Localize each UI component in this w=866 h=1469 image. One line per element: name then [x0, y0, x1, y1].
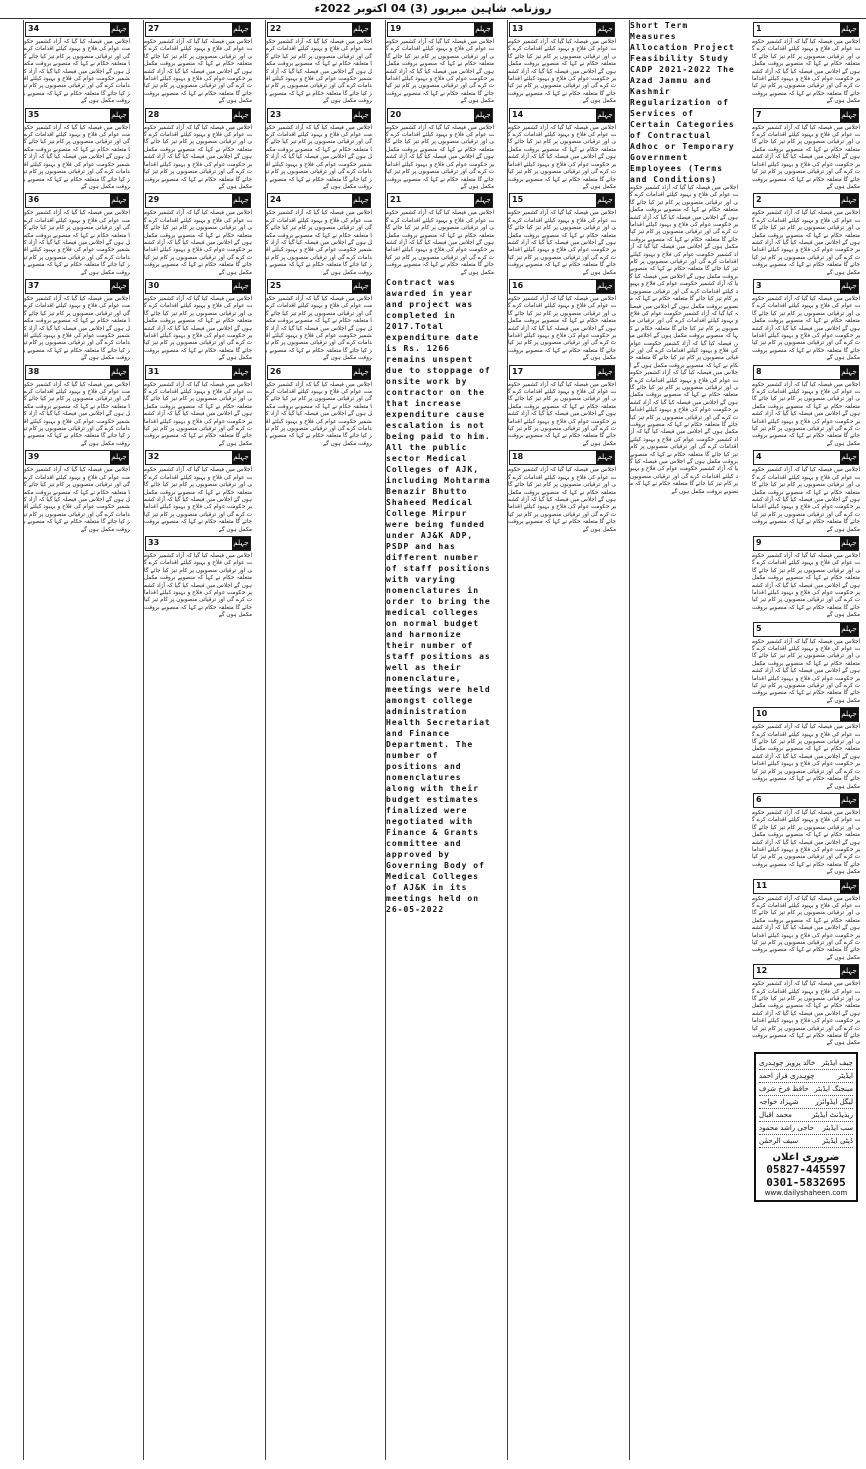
news-heading: [267, 193, 371, 208]
news-number: 37: [28, 280, 40, 290]
news-tag: جہلم: [840, 366, 858, 379]
news-heading: [753, 622, 859, 637]
news-tag: جہلم: [352, 194, 370, 207]
news-tag: جہلم: [474, 23, 492, 36]
news-number: 15: [512, 195, 524, 205]
news-heading: [387, 22, 493, 37]
news-body: اجلاس میں فیصلہ کیا گیا کہ آزاد کشمیر حکومت عوام کی فلاح و بہبود کیلئے اقدامات کرے گی اور ترقیاتی منصوبوں پر کام تیز کیا جائے گا متعلقہ حکام نے کہا کہ منصوبے بروقت مکمل ہوں گے اجلاس میں فیصلہ کیا گیا کہ آزاد کشمیر حکومت عوام کی فلاح و بہبود کیلئے اقدامات کرے گی اور ترقیاتی منصوبوں پر کام تیز کیا جائے گا متعلقہ حکام نے کہا کہ منصوبے بروقت مکمل ہوں گے: [752, 638, 860, 704]
news-number: 6: [756, 794, 762, 804]
news-heading: [267, 365, 371, 380]
news-body: اجلاس میں فیصلہ کیا گیا کہ آزاد کشمیر حکومت عوام کی فلاح و بہبود کیلئے اقدامات کرے گی اور ترقیاتی منصوبوں پر کام تیز کیا جائے گا متعلقہ حکام نے کہا کہ منصوبے بروقت مکمل ہوں گے اجلاس میں فیصلہ کیا گیا کہ آزاد کشمیر حکومت عوام کی فلاح و بہبود کیلئے اقدامات کرے گی اور ترقیاتی منصوبوں پر کام تیز کیا جائے گا متعلقہ حکام نے کہا کہ منصوبے بروقت مکمل ہوں گے: [266, 210, 372, 276]
masthead-value: حافظ فرخ شرف: [759, 1084, 809, 1093]
news-body: اجلاس میں فیصلہ کیا گیا کہ آزاد کشمیر حکومت عوام کی فلاح و بہبود کیلئے اقدامات کرے گی اور ترقیاتی منصوبوں پر کام تیز کیا جائے گا متعلقہ حکام نے کہا کہ منصوبے بروقت مکمل ہوں گے اجلاس میں فیصلہ کیا گیا کہ آزاد کشمیر حکومت عوام کی فلاح و بہبود کیلئے اقدامات کرے گی اور ترقیاتی منصوبوں پر کام تیز کیا جائے گا متعلقہ حکام نے کہا کہ منصوبے بروقت مکمل ہوں گے: [144, 381, 252, 447]
news-number: 22: [270, 24, 282, 33]
news-heading: [509, 279, 615, 294]
news-number: 19: [390, 24, 402, 33]
news-body: اجلاس میں فیصلہ کیا گیا کہ آزاد کشمیر حکومت عوام کی فلاح و بہبود کیلئے اقدامات کرے گی اور ترقیاتی منصوبوں پر کام تیز کیا جائے گا متعلقہ حکام نے کہا کہ منصوبے بروقت مکمل ہوں گے اجلاس میں فیصلہ کیا گیا کہ آزاد کشمیر حکومت عوام کی فلاح و بہبود کیلئے اقدامات کرے گی اور ترقیاتی منصوبوں پر کام تیز کیا جائے گا متعلقہ حکام نے کہا کہ منصوبے بروقت مکمل ہوں گے: [24, 39, 130, 105]
masthead-value: خالد پرویز چوہدری: [759, 1058, 816, 1067]
news-heading: [753, 365, 859, 380]
news-tag: جہلم: [840, 623, 858, 636]
news-body: اجلاس میں فیصلہ کیا گیا کہ آزاد کشمیر حکومت عوام کی فلاح و بہبود کیلئے اقدامات کرے گی اور ترقیاتی منصوبوں پر کام تیز کیا جائے گا متعلقہ حکام نے کہا کہ منصوبے بروقت مکمل ہوں گے اجلاس میں فیصلہ کیا گیا کہ آزاد کشمیر حکومت عوام کی فلاح و بہبود کیلئے اقدامات کرے گی اور ترقیاتی منصوبوں پر کام تیز کیا جائے گا متعلقہ حکام نے کہا کہ منصوبے بروقت مکمل ہوں گے: [508, 124, 616, 190]
news-body: اجلاس میں فیصلہ کیا گیا کہ آزاد کشمیر حکومت عوام کی فلاح و بہبود کیلئے اقدامات کرے گی اور ترقیاتی منصوبوں پر کام تیز کیا جائے گا متعلقہ حکام نے کہا کہ منصوبے بروقت مکمل ہوں گے اجلاس میں فیصلہ کیا گیا کہ آزاد کشمیر حکومت عوام کی فلاح و بہبود کیلئے اقدامات کرے گی اور ترقیاتی منصوبوں پر کام تیز کیا جائے گا متعلقہ حکام نے کہا کہ منصوبے بروقت مکمل ہوں گے: [24, 381, 130, 447]
news-number: 7: [756, 109, 762, 119]
news-body: اجلاس میں فیصلہ کیا گیا کہ آزاد کشمیر حکومت عوام کی فلاح و بہبود کیلئے اقدامات کرے گی اور ترقیاتی منصوبوں پر کام تیز کیا جائے گا متعلقہ حکام نے کہا کہ منصوبے بروقت مکمل ہوں گے اجلاس میں فیصلہ کیا گیا کہ آزاد کشمیر حکومت عوام کی فلاح و بہبود کیلئے اقدامات کرے گی اور ترقیاتی منصوبوں پر کام تیز کیا جائے گا متعلقہ حکام نے کہا کہ منصوبے بروقت مکمل ہوں گے: [24, 124, 130, 190]
newspaper-page: [6, 20, 860, 1460]
news-body: اجلاس میں فیصلہ کیا گیا کہ آزاد کشمیر حکومت عوام کی فلاح و بہبود کیلئے اقدامات کرے گی اور ترقیاتی منصوبوں پر کام تیز کیا جائے گا متعلقہ حکام نے کہا کہ منصوبے بروقت مکمل ہوں گے اجلاس میں فیصلہ کیا گیا کہ آزاد کشمیر حکومت عوام کی فلاح و بہبود کیلئے اقدامات کرے گی اور ترقیاتی منصوبوں پر کام تیز کیا جائے گا متعلقہ حکام نے کہا کہ منصوبے بروقت مکمل ہوں گے: [144, 39, 252, 105]
news-heading: [25, 279, 129, 294]
news-heading: [509, 108, 615, 123]
news-body: اجلاس میں فیصلہ کیا گیا کہ آزاد کشمیر حکومت عوام کی فلاح و بہبود کیلئے اقدامات کرے گی اور ترقیاتی منصوبوں پر کام تیز کیا جائے گا متعلقہ حکام نے کہا کہ منصوبے بروقت مکمل ہوں گے اجلاس میں فیصلہ کیا گیا کہ آزاد کشمیر حکومت عوام کی فلاح و بہبود کیلئے اقدامات کرے گی اور ترقیاتی منصوبوں پر کام تیز کیا جائے گا متعلقہ حکام نے کہا کہ منصوبے بروقت مکمل ہوں گے: [24, 295, 130, 362]
news-body: اجلاس میں فیصلہ کیا گیا کہ آزاد کشمیر حکومت عوام کی فلاح و بہبود کیلئے اقدامات کرے گی اور ترقیاتی منصوبوں پر کام تیز کیا جائے گا متعلقہ حکام نے کہا کہ منصوبے بروقت مکمل ہوں گے اجلاس میں فیصلہ کیا گیا کہ آزاد کشمیر حکومت عوام کی فلاح و بہبود کیلئے اقدامات کرے گی اور ترقیاتی منصوبوں پر کام تیز کیا جائے گا متعلقہ حکام نے کہا کہ منصوبے بروقت مکمل ہوں گے: [266, 295, 372, 362]
column-6: [143, 20, 252, 1460]
news-heading: [145, 279, 251, 294]
news-heading: [753, 22, 859, 37]
news-body: اجلاس میں فیصلہ کیا گیا کہ آزاد کشمیر حکومت عوام کی فلاح و بہبود کیلئے اقدامات کرے گی اور ترقیاتی منصوبوں پر کام تیز کیا جائے گا متعلقہ حکام نے کہا کہ منصوبے بروقت مکمل ہوں گے اجلاس میں فیصلہ کیا گیا کہ آزاد کشمیر حکومت عوام کی فلاح و بہبود کیلئے اقدامات کرے گی اور ترقیاتی منصوبوں پر کام تیز کیا جائے گا متعلقہ حکام نے کہا کہ منصوبے بروقت مکمل ہوں گے: [752, 981, 860, 1047]
news-heading: [509, 365, 615, 380]
news-tag: جہلم: [840, 280, 858, 293]
masthead-value: حاجی راشد محمود: [759, 1123, 814, 1132]
news-heading: [267, 108, 371, 123]
news-number: 23: [270, 109, 282, 119]
news-heading: [387, 108, 493, 123]
news-heading: [25, 365, 129, 380]
news-tag: جہلم: [474, 194, 492, 207]
news-heading: [753, 108, 859, 123]
news-tag: جہلم: [232, 451, 250, 464]
news-body: اجلاس میں فیصلہ کیا گیا کہ آزاد کشمیر حکومت عوام کی فلاح و بہبود کیلئے اقدامات کرے گی اور ترقیاتی منصوبوں پر کام تیز کیا جائے گا متعلقہ حکام نے کہا کہ منصوبے بروقت مکمل ہوں گے اجلاس میں فیصلہ کیا گیا کہ آزاد کشمیر حکومت عوام کی فلاح و بہبود کیلئے اقدامات کرے گی اور ترقیاتی منصوبوں پر کام تیز کیا جائے گا متعلقہ حکام نے کہا کہ منصوبے بروقت مکمل ہوں گے: [752, 124, 860, 190]
english-text-block: Contract was awarded in year and project was completed in 2017.Total expenditure date is Rs. 1266 remains unspent due to stoppage of onsite work by contractor on the that increase expenditure cause escalation is not being paid to him. All the public sector Medical Colleges of AJK, including Mohtarma Benazir Bhutto Shaheed Medical College Mirpur were being funded under AJ&K ADP, PSDP and has different number of staff positions with varying nomenclatures in order to bring the medical colleges on normal budget and harmonize their number of staff positions as well as their nomenclature, meetings were held amongst college administration Health Secretariat and Finance Department. The number of positions and nomenclatures along with their budget estimates finalized were negotiated with Finance & Grants committee and approved by Governing Body of Medical Colleges of AJ&K in its meetings held on 26-05-2022: [386, 277, 491, 914]
news-body: اجلاس میں فیصلہ کیا گیا کہ آزاد کشمیر حکومت عوام کی فلاح و بہبود کیلئے اقدامات کرے گی اور ترقیاتی منصوبوں پر کام تیز کیا جائے گا متعلقہ حکام نے کہا کہ منصوبے بروقت مکمل ہوں گے اجلاس میں فیصلہ کیا گیا کہ آزاد کشمیر حکومت عوام کی فلاح و بہبود کیلئے اقدامات کرے گی اور ترقیاتی منصوبوں پر کام تیز کیا جائے گا متعلقہ حکام نے کہا کہ منصوبے بروقت مکمل ہوں گے: [752, 809, 860, 876]
news-tag: جہلم: [110, 194, 128, 207]
news-tag: جہلم: [840, 708, 858, 721]
news-heading: [753, 707, 859, 722]
news-body: اجلاس میں فیصلہ کیا گیا کہ آزاد کشمیر حکومت عوام کی فلاح و بہبود کیلئے اقدامات کرے گی اور ترقیاتی منصوبوں پر کام تیز کیا جائے گا متعلقہ حکام نے کہا کہ منصوبے بروقت مکمل ہوں گے اجلاس میں فیصلہ کیا گیا کہ آزاد کشمیر حکومت عوام کی فلاح و بہبود کیلئے اقدامات کرے گی اور ترقیاتی منصوبوں پر کام تیز کیا جائے گا متعلقہ حکام نے کہا کہ منصوبے بروقت مکمل ہوں گے: [752, 895, 860, 961]
masthead-row: [759, 1057, 853, 1070]
news-tag: جہلم: [840, 880, 858, 893]
masthead-row: [759, 1122, 853, 1135]
phone-number: 05827-445597: [766, 1162, 846, 1176]
news-body: اجلاس میں فیصلہ کیا گیا کہ آزاد کشمیر حکومت عوام کی فلاح و بہبود کیلئے اقدامات کرے گی اور ترقیاتی منصوبوں پر کام تیز کیا جائے گا متعلقہ حکام نے کہا کہ منصوبے بروقت مکمل ہوں گے اجلاس میں فیصلہ کیا گیا کہ آزاد کشمیر حکومت عوام کی فلاح و بہبود کیلئے اقدامات کرے گی اور ترقیاتی منصوبوں پر کام تیز کیا جائے گا متعلقہ حکام نے کہا کہ منصوبے بروقت مکمل ہوں گے: [266, 39, 372, 105]
masthead-label: چیف ایڈیٹر: [821, 1058, 853, 1067]
news-number: 39: [28, 452, 40, 462]
news-heading: [753, 450, 859, 465]
masthead-value: محمد اقبال: [759, 1110, 792, 1119]
news-number: 8: [756, 366, 762, 376]
masthead-row: [759, 1070, 853, 1083]
news-heading: [753, 879, 859, 894]
column-5: [265, 20, 372, 1460]
news-tag: جہلم: [110, 280, 128, 293]
masthead-label: لیگل ایڈوائزر: [815, 1097, 853, 1106]
news-tag: جہلم: [596, 194, 614, 207]
news-heading: [145, 365, 251, 380]
news-tag: جہلم: [232, 109, 250, 122]
column-4: [385, 20, 494, 1460]
news-tag: جہلم: [232, 366, 250, 379]
news-body: اجلاس میں فیصلہ کیا گیا کہ آزاد کشمیر حکومت عوام کی فلاح و بہبود کیلئے اقدامات کرے گی اور ترقیاتی منصوبوں پر کام تیز کیا جائے گا متعلقہ حکام نے کہا کہ منصوبے بروقت مکمل ہوں گے اجلاس میں فیصلہ کیا گیا کہ آزاد کشمیر حکومت عوام کی فلاح و بہبود کیلئے اقدامات کرے گی اور ترقیاتی منصوبوں پر کام تیز کیا جائے گا متعلقہ حکام نے کہا کہ منصوبے بروقت مکمل ہوں گے: [386, 124, 494, 190]
news-number: 1: [756, 24, 762, 33]
news-tag: جہلم: [840, 109, 858, 122]
news-tag: جہلم: [596, 366, 614, 379]
news-tag: جہلم: [232, 194, 250, 207]
news-number: 13: [512, 24, 524, 33]
english-text-block-2: Short Term Measures Allocation Project Feasibility Study CADP 2021-2022 The Azad Jammu and Kashmir Regularization of Services of Certain Categories of Contractual Adhoc or Temporary Government Employees (Terms and Conditions): [630, 21, 735, 184]
news-body: اجلاس میں فیصلہ کیا گیا کہ آزاد کشمیر حکومت عوام کی فلاح و بہبود کیلئے اقدامات کرے گی اور ترقیاتی منصوبوں پر کام تیز کیا جائے گا متعلقہ حکام نے کہا کہ منصوبے بروقت مکمل ہوں گے اجلاس میں فیصلہ کیا گیا کہ آزاد کشمیر حکومت عوام کی فلاح و بہبود کیلئے اقدامات کرے گی اور ترقیاتی منصوبوں پر کام تیز کیا جائے گا متعلقہ حکام نے کہا کہ منصوبے بروقت مکمل ہوں گے: [386, 210, 494, 276]
news-heading: [753, 964, 859, 979]
news-tag: جہلم: [596, 23, 614, 36]
news-tag: جہلم: [352, 366, 370, 379]
news-tag: جہلم: [596, 451, 614, 464]
news-body: اجلاس میں فیصلہ کیا گیا کہ آزاد کشمیر حکومت عوام کی فلاح و بہبود کیلئے اقدامات کرے گی اور ترقیاتی منصوبوں پر کام تیز کیا جائے گا متعلقہ حکام نے کہا کہ منصوبے بروقت مکمل ہوں گے اجلاس میں فیصلہ کیا گیا کہ آزاد کشمیر حکومت عوام کی فلاح و بہبود کیلئے اقدامات کرے گی اور ترقیاتی منصوبوں پر کام تیز کیا جائے گا متعلقہ حکام نے کہا کہ منصوبے بروقت مکمل ہوں گے: [508, 210, 616, 276]
news-tag: جہلم: [840, 794, 858, 807]
news-heading: [753, 793, 859, 808]
news-tag: جہلم: [596, 280, 614, 293]
news-number: 11: [756, 880, 768, 890]
page-title: روزنامہ شاہین میرپور (3) 04 اکتوبر 2022ء: [314, 2, 552, 15]
news-tag: جہلم: [352, 23, 370, 36]
news-body: اجلاس میں فیصلہ کیا گیا کہ آزاد کشمیر حکومت عوام کی فلاح و بہبود کیلئے اقدامات کرے گی اور ترقیاتی منصوبوں پر کام تیز کیا جائے گا متعلقہ حکام نے کہا کہ منصوبے بروقت مکمل ہوں گے اجلاس میں فیصلہ کیا گیا کہ آزاد کشمیر حکومت عوام کی فلاح و بہبود کیلئے اقدامات کرے گی اور ترقیاتی منصوبوں پر کام تیز کیا جائے گا متعلقہ حکام نے کہا کہ منصوبے بروقت مکمل ہوں گے: [752, 39, 860, 105]
news-heading: [145, 536, 251, 551]
news-body: اجلاس میں فیصلہ کیا گیا کہ آزاد کشمیر حکومت عوام کی فلاح و بہبود کیلئے اقدامات کرے گی اور ترقیاتی منصوبوں پر کام تیز کیا جائے گا متعلقہ حکام نے کہا کہ منصوبے بروقت مکمل ہوں گے اجلاس میں فیصلہ کیا گیا کہ آزاد کشمیر حکومت عوام کی فلاح و بہبود کیلئے اقدامات کرے گی اور ترقیاتی منصوبوں پر کام تیز کیا جائے گا متعلقہ حکام نے کہا کہ منصوبے بروقت مکمل ہوں گے: [266, 124, 372, 190]
news-number: 17: [512, 366, 524, 376]
news-number: 16: [512, 280, 524, 290]
news-heading: [753, 193, 859, 208]
news-body: اجلاس میں فیصلہ کیا گیا کہ آزاد کشمیر حکومت عوام کی فلاح و بہبود کیلئے اقدامات کرے گی اور ترقیاتی منصوبوں پر کام تیز کیا جائے گا متعلقہ حکام نے کہا کہ منصوبے بروقت مکمل ہوں گے اجلاس میں فیصلہ کیا گیا کہ آزاد کشمیر حکومت عوام کی فلاح و بہبود کیلئے اقدامات کرے گی اور ترقیاتی منصوبوں پر کام تیز کیا جائے گا متعلقہ حکام نے کہا کہ منصوبے بروقت مکمل ہوں گے: [266, 381, 372, 447]
news-tag: جہلم: [232, 280, 250, 293]
news-body: اجلاس میں فیصلہ کیا گیا کہ آزاد کشمیر حکومت عوام کی فلاح و بہبود کیلئے اقدامات کرے گی اور ترقیاتی منصوبوں پر کام تیز کیا جائے گا متعلقہ حکام نے کہا کہ منصوبے بروقت مکمل ہوں گے اجلاس میں فیصلہ کیا گیا کہ آزاد کشمیر حکومت عوام کی فلاح و بہبود کیلئے اقدامات کرے گی اور ترقیاتی منصوبوں پر کام تیز کیا جائے گا متعلقہ حکام نے کہا کہ منصوبے بروقت مکمل ہوں گے: [508, 295, 616, 362]
news-number: 35: [28, 109, 40, 119]
news-number: 18: [512, 452, 524, 462]
news-tag: جہلم: [110, 451, 128, 464]
news-body: اجلاس میں فیصلہ کیا گیا کہ آزاد کشمیر حکومت عوام کی فلاح و بہبود کیلئے اقدامات کرے گی اور ترقیاتی منصوبوں پر کام تیز کیا جائے گا متعلقہ حکام نے کہا کہ منصوبے بروقت مکمل ہوں گے اجلاس میں فیصلہ کیا گیا کہ آزاد کشمیر حکومت عوام کی فلاح و بہبود کیلئے اقدامات کرے گی اور ترقیاتی منصوبوں پر کام تیز کیا جائے گا متعلقہ حکام نے کہا کہ منصوبے بروقت مکمل ہوں گے: [752, 210, 860, 276]
masthead-row: [759, 1135, 853, 1148]
news-body: اجلاس میں فیصلہ کیا گیا کہ آزاد کشمیر حکومت عوام کی فلاح و بہبود کیلئے اقدامات کرے گی اور ترقیاتی منصوبوں پر کام تیز کیا جائے گا متعلقہ حکام نے کہا کہ منصوبے بروقت مکمل ہوں گے اجلاس میں فیصلہ کیا گیا کہ آزاد کشمیر حکومت عوام کی فلاح و بہبود کیلئے اقدامات کرے گی اور ترقیاتی منصوبوں پر کام تیز کیا جائے گا متعلقہ حکام نے کہا کہ منصوبے بروقت مکمل ہوں گے: [386, 39, 494, 105]
masthead-value: شہزاد خواجہ: [759, 1097, 799, 1106]
news-tag: جہلم: [232, 23, 250, 36]
news-number: 38: [28, 366, 40, 376]
news-number: 4: [756, 452, 762, 462]
news-body: اجلاس میں فیصلہ کیا گیا کہ آزاد کشمیر حکومت عوام کی فلاح و بہبود کیلئے اقدامات کرے گی اور ترقیاتی منصوبوں پر کام تیز کیا جائے گا متعلقہ حکام نے کہا کہ منصوبے بروقت مکمل ہوں گے اجلاس میں فیصلہ کیا گیا کہ آزاد کشمیر حکومت عوام کی فلاح و بہبود کیلئے اقدامات کرے گی اور ترقیاتی منصوبوں پر کام تیز کیا جائے گا متعلقہ حکام نے کہا کہ منصوبے بروقت مکمل ہوں گے: [752, 381, 860, 447]
news-tag: جہلم: [352, 109, 370, 122]
news-tag: جہلم: [352, 280, 370, 293]
masthead-row: [759, 1096, 853, 1109]
news-heading: [25, 193, 129, 208]
column-1: [752, 20, 860, 1460]
masthead-value: سیف الرحمٰن: [759, 1136, 799, 1145]
masthead-value: چوہدری فراز احمد: [759, 1071, 815, 1080]
news-number: 33: [148, 537, 160, 547]
news-heading: [387, 193, 493, 208]
masthead-label: ایڈیٹر: [837, 1071, 853, 1080]
news-number: 5: [756, 623, 762, 633]
news-number: 24: [270, 195, 282, 205]
news-heading: [509, 22, 615, 37]
news-body: اجلاس میں فیصلہ کیا گیا کہ آزاد کشمیر حکومت عوام کی فلاح و بہبود کیلئے اقدامات کرے گی اور ترقیاتی منصوبوں پر کام تیز کیا جائے گا متعلقہ حکام نے کہا کہ منصوبے بروقت مکمل ہوں گے اجلاس میں فیصلہ کیا گیا کہ آزاد کشمیر حکومت عوام کی فلاح و بہبود کیلئے اقدامات کرے گی اور ترقیاتی منصوبوں پر کام تیز کیا جائے گا متعلقہ حکام نے کہا کہ منصوبے بروقت مکمل ہوں گے: [508, 39, 616, 105]
news-tag: جہلم: [840, 194, 858, 207]
news-body: اجلاس میں فیصلہ کیا گیا کہ آزاد کشمیر حکومت عوام کی فلاح و بہبود کیلئے اقدامات کرے گی اور ترقیاتی منصوبوں پر کام تیز کیا جائے گا متعلقہ حکام نے کہا کہ منصوبے بروقت مکمل ہوں گے اجلاس میں فیصلہ کیا گیا کہ آزاد کشمیر حکومت عوام کی فلاح و بہبود کیلئے اقدامات کرے گی اور ترقیاتی منصوبوں پر کام تیز کیا جائے گا متعلقہ حکام نے کہا کہ منصوبے بروقت مکمل ہوں گے: [508, 381, 616, 447]
news-number: 36: [28, 195, 40, 205]
news-heading: [267, 279, 371, 294]
masthead-label: سب ایڈیٹر: [822, 1123, 853, 1132]
news-number: 14: [512, 109, 524, 119]
news-heading: [753, 279, 859, 294]
news-tag: جہلم: [840, 451, 858, 464]
news-body: اجلاس میں فیصلہ کیا گیا کہ آزاد کشمیر حکومت عوام کی فلاح و بہبود کیلئے اقدامات کرے گی اور ترقیاتی منصوبوں پر کام تیز کیا جائے گا متعلقہ حکام نے کہا کہ منصوبے بروقت مکمل ہوں گے اجلاس میں فیصلہ کیا گیا کہ آزاد کشمیر حکومت عوام کی فلاح و بہبود کیلئے اقدامات کرے گی اور ترقیاتی منصوبوں پر کام تیز کیا جائے گا متعلقہ حکام نے کہا کہ منصوبے بروقت مکمل ہوں گے: [508, 467, 616, 533]
news-number: 29: [148, 195, 160, 205]
news-heading: [267, 22, 371, 37]
masthead-row: [759, 1083, 853, 1096]
news-number: 27: [148, 24, 160, 33]
news-body: اجلاس میں فیصلہ کیا گیا کہ آزاد کشمیر حکومت عوام کی فلاح و بہبود کیلئے اقدامات کرے گی اور ترقیاتی منصوبوں پر کام تیز کیا جائے گا متعلقہ حکام نے کہا کہ منصوبے بروقت مکمل ہوں گے اجلاس میں فیصلہ کیا گیا کہ آزاد کشمیر حکومت عوام کی فلاح و بہبود کیلئے اقدامات کرے گی اور ترقیاتی منصوبوں پر کام تیز کیا جائے گا متعلقہ حکام نے کہا کہ منصوبے بروقت مکمل ہوں گے: [752, 552, 860, 619]
news-tag: جہلم: [474, 109, 492, 122]
news-tag: جہلم: [840, 23, 858, 36]
masthead-label: ڈپٹی ایڈیٹر: [822, 1136, 853, 1145]
news-number: 10: [756, 709, 768, 719]
news-heading: [145, 450, 251, 465]
news-number: 12: [756, 966, 768, 976]
news-heading: [509, 450, 615, 465]
masthead-box: [754, 1052, 858, 1202]
news-heading: [25, 108, 129, 123]
page-header: [0, 0, 866, 19]
news-number: 20: [390, 109, 402, 119]
phone-number: 0301-5832695: [766, 1175, 846, 1189]
news-number: 21: [390, 195, 402, 205]
news-number: 30: [148, 280, 160, 290]
news-body: اجلاس میں فیصلہ کیا گیا کہ آزاد کشمیر حکومت عوام کی فلاح و بہبود کیلئے اقدامات کرے گی اور ترقیاتی منصوبوں پر کام تیز کیا جائے گا متعلقہ حکام نے کہا کہ منصوبے بروقت مکمل ہوں گے اجلاس میں فیصلہ کیا گیا کہ آزاد کشمیر حکومت عوام کی فلاح و بہبود کیلئے اقدامات کرے گی اور ترقیاتی منصوبوں پر کام تیز کیا جائے گا متعلقہ حکام نے کہا کہ منصوبے بروقت مکمل ہوں گے: [24, 467, 130, 533]
news-tag: جہلم: [840, 537, 858, 550]
news-number: 32: [148, 452, 160, 462]
news-number: 3: [756, 280, 762, 290]
news-number: 26: [270, 366, 282, 376]
website: www.dailyshaheen.com: [764, 1188, 848, 1197]
news-heading: [145, 22, 251, 37]
news-body: اجلاس میں فیصلہ کیا گیا کہ آزاد کشمیر حکومت عوام کی فلاح و بہبود کیلئے اقدامات کرے گی اور ترقیاتی منصوبوں پر کام تیز کیا جائے گا متعلقہ حکام نے کہا کہ منصوبے بروقت مکمل ہوں گے اجلاس میں فیصلہ کیا گیا کہ آزاد کشمیر حکومت عوام کی فلاح و بہبود کیلئے اقدامات کرے گی اور ترقیاتی منصوبوں پر کام تیز کیا جائے گا متعلقہ حکام نے کہا کہ منصوبے بروقت مکمل ہوں گے اجلاس میں فیصلہ کیا گیا کہ آزاد کشمیر حکومت عوام کی فلاح و بہبود کیلئے اقدامات کرے گی اور ترقیاتی منصوبوں پر کام تیز کیا جائے گا متعلقہ حکام نے کہا کہ منصوبے بروقت مکمل ہوں گے اجلاس میں فیصلہ کیا گیا کہ آزاد کشمیر حکومت عوام کی فلاح و بہبود کیلئے اقدامات کرے گی اور ترقیاتی منصوبوں پر کام تیز کیا جائے گا متعلقہ حکام نے کہا کہ منصوبے بروقت مکمل ہوں گے اجلاس میں فیصلہ کیا گیا کہ آزاد کشمیر حکومت عوام کی فلاح و بہبود کیلئے اقدامات کرے گی اور ترقیاتی منصوبوں پر کام تیز کیا جائے گا متعلقہ حکام نے کہا کہ منصوبے بروقت مکمل ہوں گے اجلاس میں فیصلہ کیا گیا کہ آزاد کشمیر حکومت عوام کی فلاح و بہبود کیلئے اقدامات کرے گی اور ترقیاتی منصوبوں پر کام تیز کیا جائے گا متعلقہ حکام نے کہا کہ منصوبے بروقت مکمل ہوں گے اجلاس میں فیصلہ کیا گیا کہ آزاد کشمیر حکومت عوام کی فلاح و بہبود کیلئے اقدامات کرے گی اور ترقیاتی منصوبوں پر کام تیز کیا جائے گا متعلقہ حکام نے کہا کہ منصوبے بروقت مکمل ہوں گے اجلاس میں فیصلہ کیا گیا کہ آزاد کشمیر حکومت عوام کی فلاح و بہبود کیلئے اقدامات کرے گی اور ترقیاتی منصوبوں پر کام تیز کیا جائے گا متعلقہ حکام نے کہا کہ منصوبے بروقت مکمل ہوں گے اجلاس میں فیصلہ کیا گیا کہ آزاد کشمیر حکومت عوام کی فلاح و بہبود کیلئے اقدامات کرے گی اور ترقیاتی منصوبوں پر کام تیز کیا جائے گا متعلقہ حکام نے کہا کہ منصوبے بروقت مکمل ہوں گے اجلاس میں فیصلہ کیا گیا کہ آزاد کشمیر حکومت عوام کی فلاح و بہبود کیلئے اقدامات کرے گی اور ترقیاتی منصوبوں پر کام تیز کیا جائے گا متعلقہ حکام نے کہا کہ منصوبے بروقت مکمل ہوں گے: [630, 185, 738, 495]
news-body: اجلاس میں فیصلہ کیا گیا کہ آزاد کشمیر حکومت عوام کی فلاح و بہبود کیلئے اقدامات کرے گی اور ترقیاتی منصوبوں پر کام تیز کیا جائے گا متعلقہ حکام نے کہا کہ منصوبے بروقت مکمل ہوں گے اجلاس میں فیصلہ کیا گیا کہ آزاد کشمیر حکومت عوام کی فلاح و بہبود کیلئے اقدامات کرے گی اور ترقیاتی منصوبوں پر کام تیز کیا جائے گا متعلقہ حکام نے کہا کہ منصوبے بروقت مکمل ہوں گے: [144, 210, 252, 276]
news-body: اجلاس میں فیصلہ کیا گیا کہ آزاد کشمیر حکومت عوام کی فلاح و بہبود کیلئے اقدامات کرے گی اور ترقیاتی منصوبوں پر کام تیز کیا جائے گا متعلقہ حکام نے کہا کہ منصوبے بروقت مکمل ہوں گے اجلاس میں فیصلہ کیا گیا کہ آزاد کشمیر حکومت عوام کی فلاح و بہبود کیلئے اقدامات کرے گی اور ترقیاتی منصوبوں پر کام تیز کیا جائے گا متعلقہ حکام نے کہا کہ منصوبے بروقت مکمل ہوں گے: [752, 295, 860, 362]
news-body: اجلاس میں فیصلہ کیا گیا کہ آزاد کشمیر حکومت عوام کی فلاح و بہبود کیلئے اقدامات کرے گی اور ترقیاتی منصوبوں پر کام تیز کیا جائے گا متعلقہ حکام نے کہا کہ منصوبے بروقت مکمل ہوں گے اجلاس میں فیصلہ کیا گیا کہ آزاد کشمیر حکومت عوام کی فلاح و بہبود کیلئے اقدامات کرے گی اور ترقیاتی منصوبوں پر کام تیز کیا جائے گا متعلقہ حکام نے کہا کہ منصوبے بروقت مکمل ہوں گے: [752, 724, 860, 790]
news-heading: [753, 536, 859, 551]
news-heading: [145, 193, 251, 208]
news-number: 9: [756, 537, 762, 547]
news-tag: جہلم: [232, 537, 250, 550]
notice-title: ضروری اعلان: [772, 1151, 840, 1163]
column-3: [507, 20, 616, 1460]
column-7: [23, 20, 130, 1460]
news-body: اجلاس میں فیصلہ کیا گیا کہ آزاد کشمیر حکومت عوام کی فلاح و بہبود کیلئے اقدامات کرے گی اور ترقیاتی منصوبوں پر کام تیز کیا جائے گا متعلقہ حکام نے کہا کہ منصوبے بروقت مکمل ہوں گے اجلاس میں فیصلہ کیا گیا کہ آزاد کشمیر حکومت عوام کی فلاح و بہبود کیلئے اقدامات کرے گی اور ترقیاتی منصوبوں پر کام تیز کیا جائے گا متعلقہ حکام نے کہا کہ منصوبے بروقت مکمل ہوں گے: [24, 210, 130, 276]
news-heading: [145, 108, 251, 123]
masthead-label: مینجنگ ایڈیٹر: [814, 1084, 853, 1093]
news-number: 2: [756, 195, 762, 205]
news-heading: [509, 193, 615, 208]
news-body: اجلاس میں فیصلہ کیا گیا کہ آزاد کشمیر حکومت عوام کی فلاح و بہبود کیلئے اقدامات کرے گی اور ترقیاتی منصوبوں پر کام تیز کیا جائے گا متعلقہ حکام نے کہا کہ منصوبے بروقت مکمل ہوں گے اجلاس میں فیصلہ کیا گیا کہ آزاد کشمیر حکومت عوام کی فلاح و بہبود کیلئے اقدامات کرے گی اور ترقیاتی منصوبوں پر کام تیز کیا جائے گا متعلقہ حکام نے کہا کہ منصوبے بروقت مکمل ہوں گے: [144, 467, 252, 533]
news-body: اجلاس میں فیصلہ کیا گیا کہ آزاد کشمیر حکومت عوام کی فلاح و بہبود کیلئے اقدامات کرے گی اور ترقیاتی منصوبوں پر کام تیز کیا جائے گا متعلقہ حکام نے کہا کہ منصوبے بروقت مکمل ہوں گے اجلاس میں فیصلہ کیا گیا کہ آزاد کشمیر حکومت عوام کی فلاح و بہبود کیلئے اقدامات کرے گی اور ترقیاتی منصوبوں پر کام تیز کیا جائے گا متعلقہ حکام نے کہا کہ منصوبے بروقت مکمل ہوں گے: [144, 552, 252, 619]
news-tag: جہلم: [110, 23, 128, 36]
news-tag: جہلم: [110, 366, 128, 379]
news-heading: [25, 450, 129, 465]
news-number: 25: [270, 280, 282, 290]
news-tag: جہلم: [840, 965, 858, 978]
masthead-row: [759, 1109, 853, 1122]
news-body: اجلاس میں فیصلہ کیا گیا کہ آزاد کشمیر حکومت عوام کی فلاح و بہبود کیلئے اقدامات کرے گی اور ترقیاتی منصوبوں پر کام تیز کیا جائے گا متعلقہ حکام نے کہا کہ منصوبے بروقت مکمل ہوں گے اجلاس میں فیصلہ کیا گیا کہ آزاد کشمیر حکومت عوام کی فلاح و بہبود کیلئے اقدامات کرے گی اور ترقیاتی منصوبوں پر کام تیز کیا جائے گا متعلقہ حکام نے کہا کہ منصوبے بروقت مکمل ہوں گے: [752, 467, 860, 533]
news-number: 28: [148, 109, 160, 119]
news-tag: جہلم: [596, 109, 614, 122]
news-body: اجلاس میں فیصلہ کیا گیا کہ آزاد کشمیر حکومت عوام کی فلاح و بہبود کیلئے اقدامات کرے گی اور ترقیاتی منصوبوں پر کام تیز کیا جائے گا متعلقہ حکام نے کہا کہ منصوبے بروقت مکمل ہوں گے اجلاس میں فیصلہ کیا گیا کہ آزاد کشمیر حکومت عوام کی فلاح و بہبود کیلئے اقدامات کرے گی اور ترقیاتی منصوبوں پر کام تیز کیا جائے گا متعلقہ حکام نے کہا کہ منصوبے بروقت مکمل ہوں گے: [144, 124, 252, 190]
news-number: 34: [28, 24, 40, 33]
news-number: 31: [148, 366, 160, 376]
column-2: [629, 20, 738, 1460]
news-tag: جہلم: [110, 109, 128, 122]
masthead-label: ریذیڈنٹ ایڈیٹر: [811, 1110, 853, 1119]
news-heading: [25, 22, 129, 37]
news-body: اجلاس میں فیصلہ کیا گیا کہ آزاد کشمیر حکومت عوام کی فلاح و بہبود کیلئے اقدامات کرے گی اور ترقیاتی منصوبوں پر کام تیز کیا جائے گا متعلقہ حکام نے کہا کہ منصوبے بروقت مکمل ہوں گے اجلاس میں فیصلہ کیا گیا کہ آزاد کشمیر حکومت عوام کی فلاح و بہبود کیلئے اقدامات کرے گی اور ترقیاتی منصوبوں پر کام تیز کیا جائے گا متعلقہ حکام نے کہا کہ منصوبے بروقت مکمل ہوں گے: [144, 295, 252, 362]
